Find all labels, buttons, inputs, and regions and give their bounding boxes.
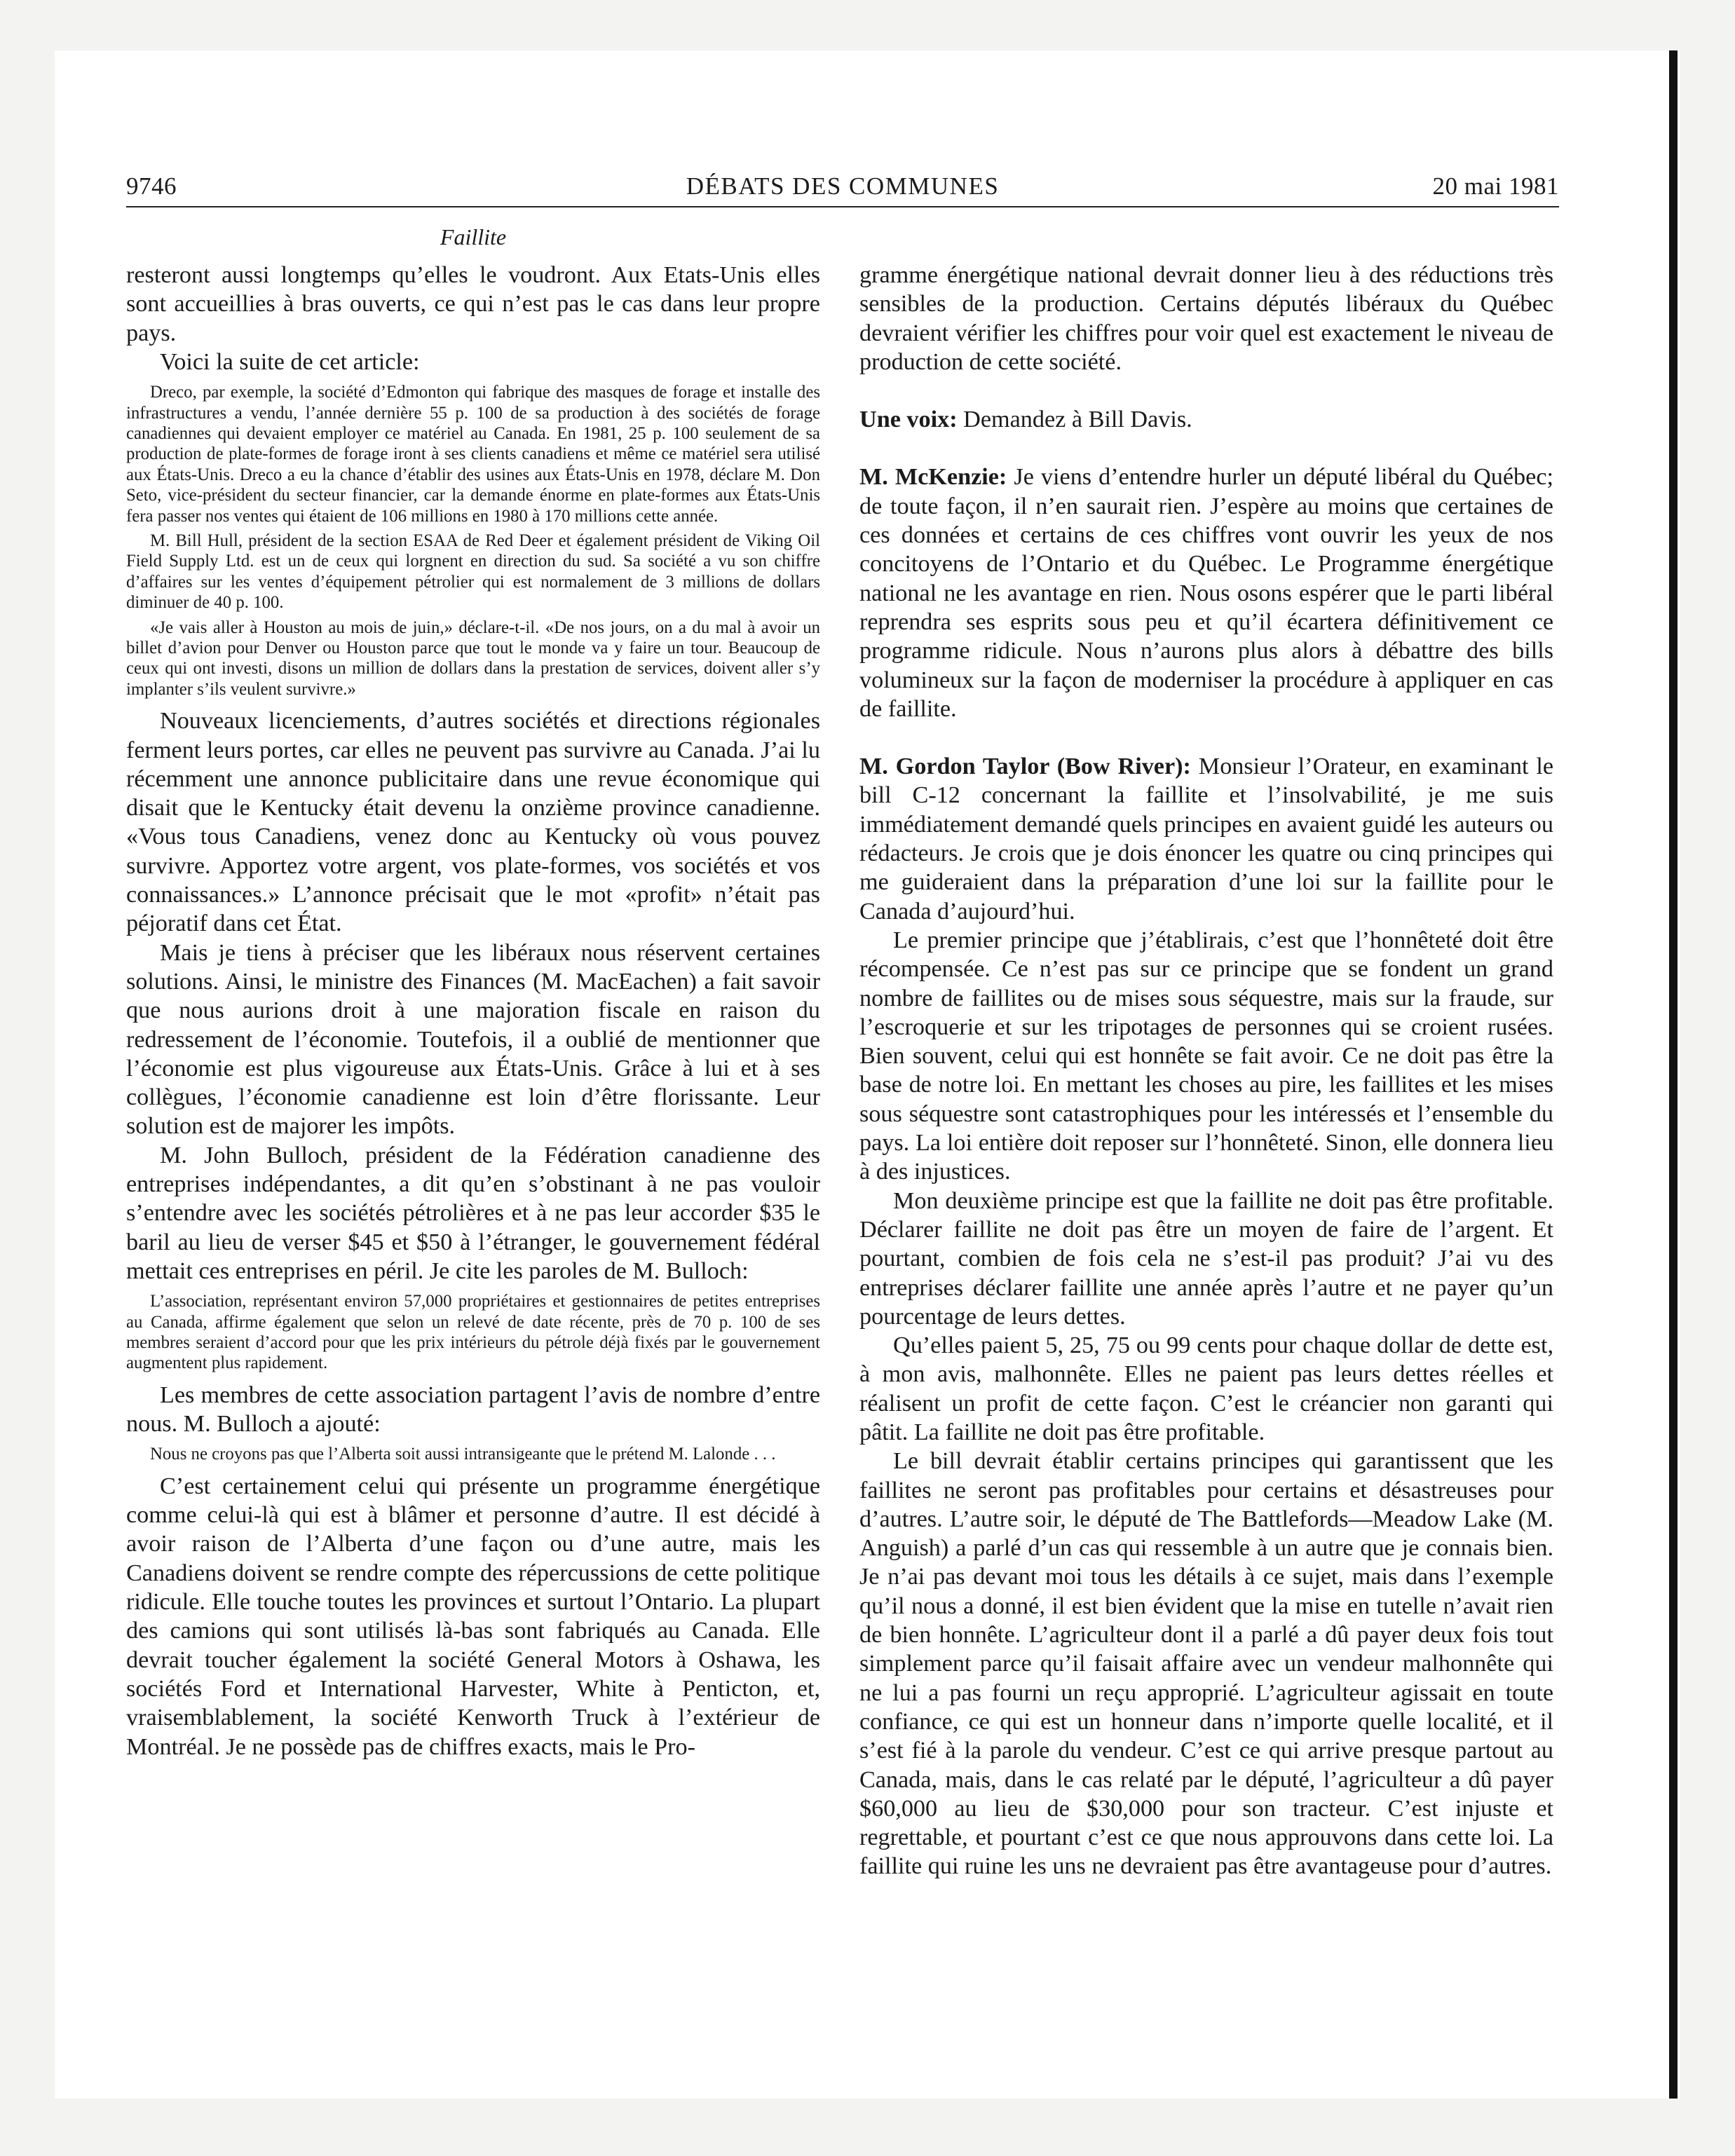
block-quote bbox=[126, 1291, 820, 1374]
publication-date: 20 mai 1981 bbox=[1432, 172, 1559, 200]
speaker-name: M. McKenzie: bbox=[859, 464, 1007, 491]
paragraph: Le bill devrait établir certains principes qui garantissent que les faillites ne seront pas profitables pour certains et désastreuses pour d’autres. L’autre soir, le député de The Battlefords—Meadow Lake (M. Anguish) a parlé d’un cas qui ressemble à un autre que je connais bien. Je n’ai pas devant moi tous les détails à ce sujet, mais dans l’exemple qu’il nous a donné, il est bien évident que la mise en tutelle n’avait rien de bien honnête. L’agriculteur dont il a parlé a dû payer deux fois tout simplement parce qu’il faisait affaire avec un vendeur malhonnête qui ne lui a pas fourni un reçu approprié. L’agriculteur agissait en toute confiance, ce qui est un honneur dans n’importe quelle localité, et il s’est fié à la parole du vendeur. C’est ce qui arrive presque partout au Canada, mais, dans le cas relaté par le député, l’agriculteur a dû payer $60,000 au lieu de $30,000 pour son tracteur. C’est injuste et regrettable, et pourtant c’est ce que nous approuvons dans cette loi. La faillite qui ruine les uns ne devraient pas être avantageuse pour d’autres. bbox=[859, 1448, 1553, 1880]
paragraph: C’est certainement celui qui présente un programme énergétique comme celui-là qui est à blâmer et personne d’autre. Il est décidé à avoir raison de l’Alberta d’une façon ou d’une autre, mais les Canadiens doivent se rendre compte des répercussions de cette politique ridicule. Elle touche toutes les provinces et surtout l’Ontario. La plupart des camions qui sont utilisés là-bas sont fabriqués au Canada. Elle devrait toucher également la société General Motors à Oshawa, les sociétés Ford et International Harvester, White à Penticton, et, vraisemblablement, la société Kenworth Truck à l’extérieur de Montréal. Je ne possède pas de chiffres exacts, mais le Pro- bbox=[126, 1473, 820, 1760]
speaker-name: M. Gordon Taylor (Bow River): bbox=[859, 753, 1191, 780]
scan-edge-rule bbox=[1669, 50, 1678, 2099]
speech bbox=[859, 463, 1553, 723]
paragraph: M. John Bulloch, président de la Fédération canadienne des entreprises indépendantes, a dit qu’en s’obstinant à ne pas vouloir s’entendre avec les sociétés pétrolières et à ne pas leur accorder $35 le baril au lieu de verser $45 et $50 à l’étranger, le gouvernement fédéral mettait ces entreprises en péril. Je cite les paroles de M. Bulloch: bbox=[126, 1142, 820, 1284]
paragraph: Nouveaux licenciements, d’autres sociétés et directions régionales ferment leurs portes, car elles ne peuvent pas survivre au Canada. J’ai lu récemment une annonce publicitaire dans une revue économique qui disait que le Kentucky était devenu la onzième province canadienne. «Vous tous Canadiens, venez donc au Kentucky où vous pouvez survivre. Apportez votre argent, vos plate-formes, vos sociétés et vos connaissances.» L’annonce précisait que le mot «profit» n’était pas péjoratif dans cet État. bbox=[126, 708, 820, 937]
header-rule bbox=[126, 206, 1559, 207]
quote-paragraph: Dreco, par exemple, la société d’Edmonton qui fabrique des masques de forage et installe des infrastructures a vendu, l’année dernière 55 p. 100 de sa production à des sociétés de forage canadiennes qui devaient employer ce matériel au Canada. En 1981, 25 p. 100 seulement de sa production de plate-formes de forage iront à ses clients canadiens et même ce matériel sera utilisé aux États-Unis. Dreco a eu la chance d’établir des usines aux États-Unis en 1978, déclare M. Don Seto, vice-président du secteur financier, car la demande énorme en plate-formes aux États-Unis fera passer nos ventes qui étaient de 106 millions en 1980 à 170 millions cette année. bbox=[126, 383, 820, 526]
speech-text: Monsieur l’Orateur, en examinant le bill C-12 concernant la faillite et l’insolvabilité, je me suis immédiatement demandé quels principes en avaient guidé les auteurs ou rédacteurs. Je crois que je dois énoncer les quatre ou cinq principes qui me guideraient dans la préparation d’une loi sur la faillite pour le Canada d’aujourd’hui. bbox=[859, 753, 1554, 925]
publication-title: DÉBATS DES COMMUNES bbox=[686, 172, 1000, 200]
paragraph: Voici la suite de cet article: bbox=[160, 348, 420, 375]
paragraph: Qu’elles paient 5, 25, 75 ou 99 cents pour chaque dollar de dette est, à mon avis, malhonnête. Elles ne paient pas leurs dettes réelles et réalisent un profit de cette façon. C’est le créancier non garanti qui pâtit. La faillite ne doit pas être profitable. bbox=[859, 1332, 1553, 1445]
speech bbox=[859, 752, 1553, 926]
speech-text: Demandez à Bill Davis. bbox=[963, 407, 1192, 433]
quote-paragraph: Nous ne croyons pas que l’Alberta soit aussi intransigeante que le prétend M. Lalonde . . . bbox=[150, 1445, 776, 1464]
page-header bbox=[126, 172, 1559, 205]
quote-paragraph: «Je vais aller à Houston au mois de juin,» déclare-t-il. «De nos jours, on a du mal à avoir un billet d’avion pour Denver ou Houston parce que tout le monde va y faire un tour. Beaucoup de ceux qui ont investi, disons un million de dollars dans la prestation de services, doivent aller s’y implanter s’ils veulent survivre.» bbox=[126, 618, 820, 699]
block-quote bbox=[126, 1444, 820, 1464]
quote-paragraph: L’association, représentant environ 57,000 propriétaires et gestionnaires de petites entreprises au Canada, affirme également que selon un relevé de date récente, près de 70 p. 100 de ses membres seraient d’accord pour que les prix intérieurs du pétrole déjà fixés par le gouvernement augmentent plus rapidement. bbox=[126, 1292, 820, 1373]
right-column bbox=[859, 261, 1553, 1881]
paragraph: Mon deuxième principe est que la faillite ne doit pas être profitable. Déclarer faillite ne doit pas être un moyen de faire de l’argent. Et pourtant, combien de fois cela ne s’est-il pas produit? J’ai vu des entreprises déclarer faillite une année après l’autre et ne payer qu’un pourcentage de leurs dettes. bbox=[859, 1187, 1553, 1330]
page-number: 9746 bbox=[126, 172, 177, 200]
paragraph: Le premier principe que j’établirais, c’est que l’honnêteté doit être récompensée. Ce n’est pas sur ce principe que se fondent un grand nombre de faillites ou de mises sous séquestre, mais sur la fraude, sur l’escroquerie et sur les tripotages de personnes qui se croient rusées. Bien souvent, celui qui est honnête se fait avoir. Ce ne doit pas être la base de notre loi. En mettant les choses au pire, les faillites et les mises sous séquestre sont catastrophiques pour les intéressés et l’ensemble du pays. La loi entière doit reposer sur l’honnêteté. Sinon, elle donnera lieu à des injustices. bbox=[859, 927, 1553, 1185]
speech-text: Je viens d’entendre hurler un député libéral du Québec; de toute façon, il n’en saurait rien. J’espère au moins que certaines de ces données et certains de ces chiffres vont ouvrir les yeux de nos concitoyens de l’Ontario et du Québec. Le Programme énergétique national ne les avantage en rien. Nous osons espérer que le parti libéral reprendra ses esprits sous peu et qu’il écartera définitivement ce programme ridicule. Nous n’aurons plus alors à débattre des bills volumineux sur la façon de moderniser la procédure à appliquer en cas de faillite. bbox=[859, 464, 1553, 722]
paragraph: Les membres de cette association partagent l’avis de nombre d’entre nous. M. Bulloch a ajouté: bbox=[126, 1381, 820, 1438]
left-column bbox=[126, 261, 820, 1761]
paragraph: gramme énergétique national devrait donner lieu à des réductions très sensibles de la production. Certains députés libéraux du Québec devraient vérifier les chiffres pour voir quel est exactement le niveau de production de cette société. bbox=[859, 262, 1553, 375]
speaker-name: Une voix: bbox=[859, 407, 958, 433]
quote-paragraph: M. Bill Hull, président de la section ESAA de Red Deer et également président de Viking Oil Field Supply Ltd. est un de ceux qui lorgnent en direction du sud. Sa société a vu son chiffre d’affaires sur les ventes d’équipement pétrolier qui est normalement de 3 millions de dollars diminuer de 40 p. 100. bbox=[126, 531, 820, 613]
paragraph: resteront aussi longtemps qu’elles le voudront. Aux Etats-Unis elles sont accueillies à bras ouverts, ce qui n’est pas le cas dans leur propre pays. bbox=[126, 262, 820, 346]
paragraph: Mais je tiens à préciser que les libéraux nous réservent certaines solutions. Ainsi, le ministre des Finances (M. MacEachen) a fait savoir que nous aurions droit à une majoration fiscale en raison du redressement de l’économie. Toutefois, il a oublié de mentionner que l’économie est plus vigoureuse aux États-Unis. Grâce à lui et à ses collègues, l’économie canadienne est loin d’être florissante. Leur solution est de majorer les impôts. bbox=[126, 939, 820, 1140]
section-title: Faillite bbox=[440, 224, 507, 250]
block-quote bbox=[126, 382, 820, 700]
speech bbox=[859, 405, 1553, 434]
